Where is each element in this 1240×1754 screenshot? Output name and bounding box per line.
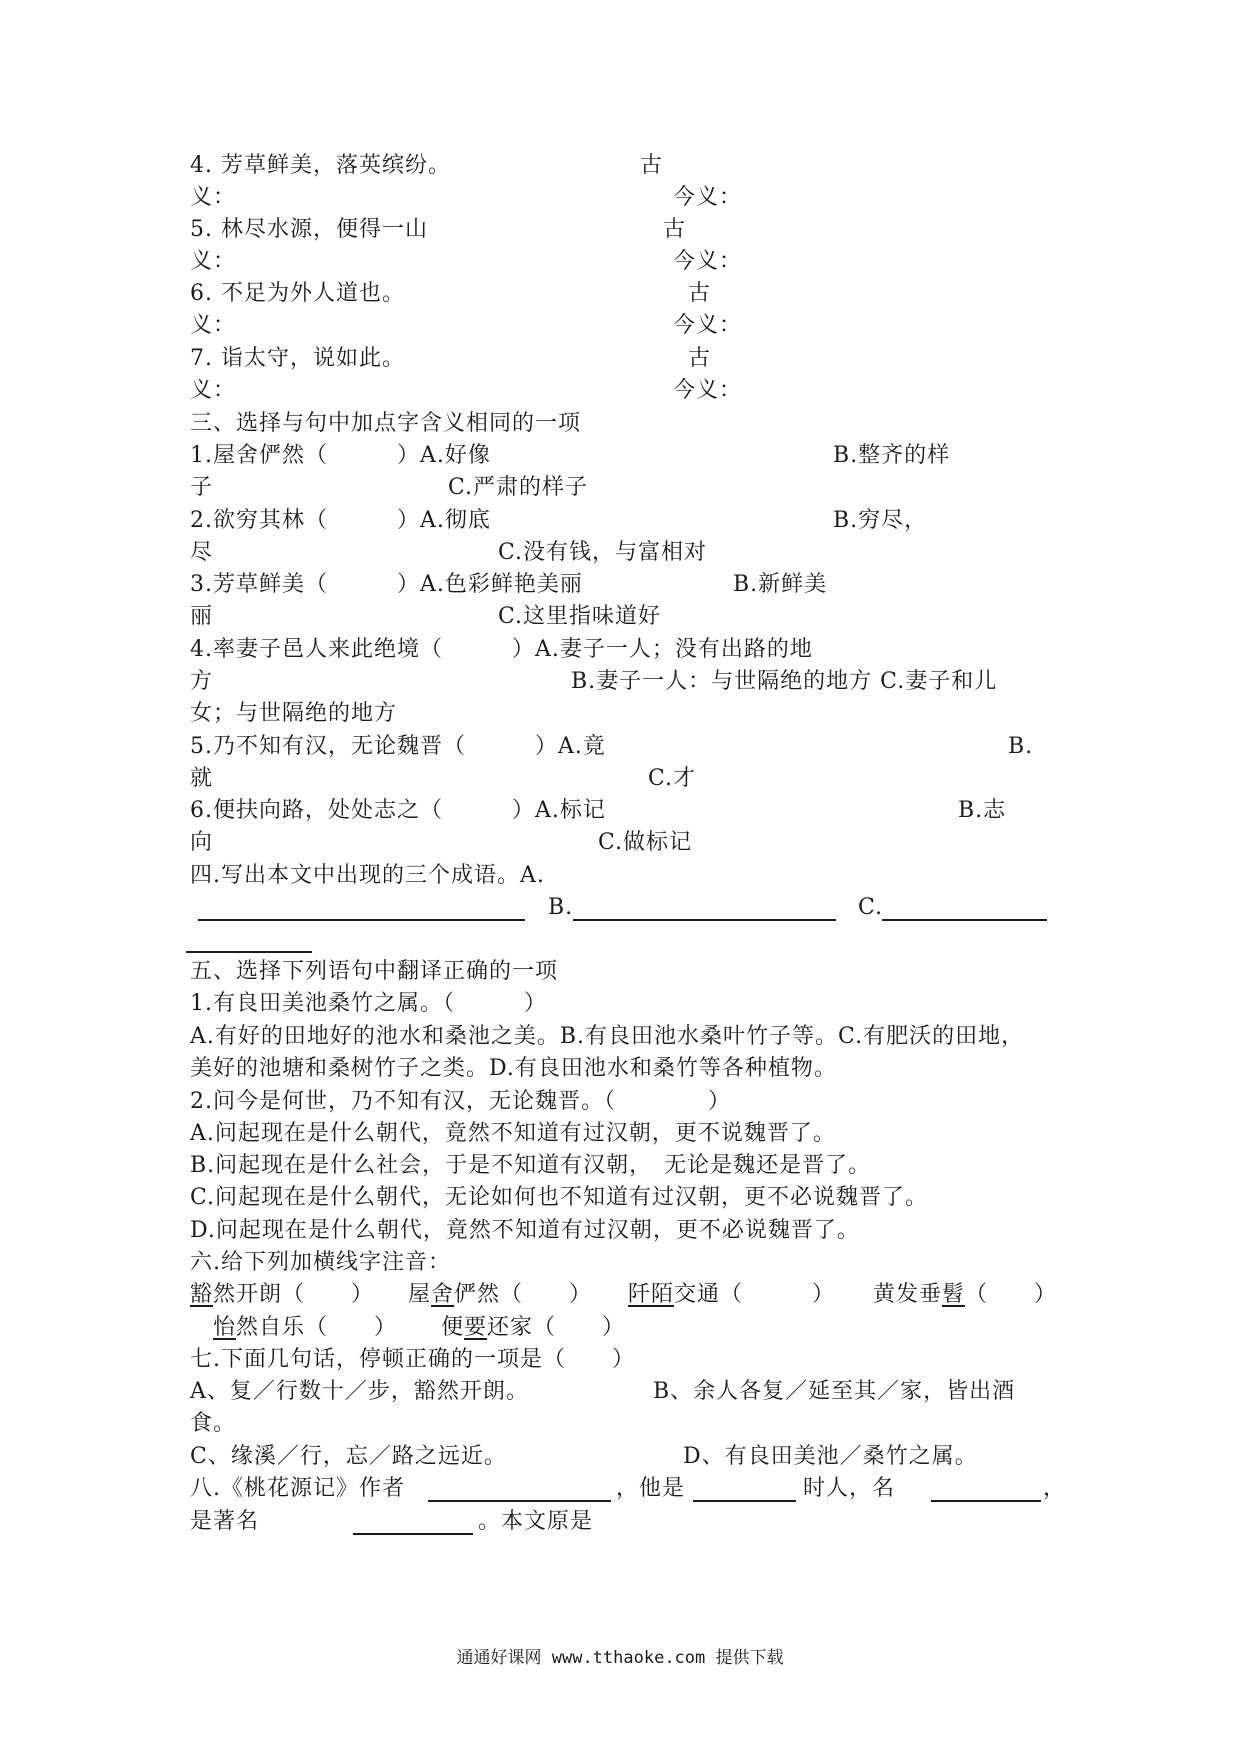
s3-q1-c: 子 xyxy=(190,475,214,500)
s3-q2-d: C.没有钱，与富相对 xyxy=(498,540,708,565)
s3-q2-a: 2.欲穷其林（ ）A.彻底 xyxy=(190,508,491,533)
s6-word-5 xyxy=(213,1314,397,1342)
s3-q1-d: C.严肃的样子 xyxy=(448,475,589,500)
s2-q7: 7. 诣太守，说如此。 xyxy=(190,346,405,371)
s4-label-c: C. xyxy=(858,895,884,920)
s6-word-4-rest: （ ） xyxy=(965,1282,1058,1307)
s3-q5-b: B. xyxy=(1008,734,1034,759)
s3-q4-d: B.妻子一人：与世隔绝的地方 C.妻子和儿 xyxy=(571,669,998,694)
s6-word-2-pre: 屋 xyxy=(408,1282,432,1307)
s6-title: 六.给下列加横线字注音： xyxy=(190,1250,451,1275)
s4-blank-b[interactable] xyxy=(573,919,836,921)
s4-blank-c[interactable] xyxy=(882,919,1047,921)
s5-q1: 1.有良田美池桑竹之属。（ ） xyxy=(190,991,547,1016)
s5-q1-opt-line1: A.有好的田地好的池水和桑池之美。B.有良田池水桑叶竹子等。C.有肥沃的田地， xyxy=(190,1024,1025,1049)
s2-q7-gu: 古 xyxy=(688,346,712,371)
s6-word-6-rest: 还家（ ） xyxy=(487,1315,626,1340)
s5-q1-opt-line2: 美好的池塘和桑树竹子之类。D.有良田池水和桑竹等各种植物。 xyxy=(190,1056,837,1081)
s7-opt-a: A、复／行数十／步，豁然开朗。 xyxy=(190,1379,529,1404)
s6-word-3 xyxy=(628,1281,835,1309)
s8-blank-title[interactable] xyxy=(353,1533,473,1535)
s5-q2: 2.问今是何世，乃不知有汉，无论魏晋。（ ） xyxy=(190,1089,731,1114)
s6-word-3-rest: 交通（ ） xyxy=(674,1282,836,1307)
s6-word-2-underlined: 舍 xyxy=(431,1282,455,1307)
s6-word-6-pre: 便 xyxy=(441,1315,465,1340)
s3-q5-c: 就 xyxy=(190,766,214,791)
s5-q2-opt-b: B.问起现在是什么社会，于是不知道有汉朝， 无论是魏还是晋了。 xyxy=(190,1153,872,1178)
s6-word-1-underlined: 豁 xyxy=(190,1282,214,1307)
s2-q5: 5. 林尽水源，便得一山 xyxy=(190,217,428,242)
s3-q4-a: 4.率妻子邑人来此绝境（ ）A.妻子一人；没有出路的地 xyxy=(190,637,813,662)
s3-q3-d: C.这里指味道好 xyxy=(498,604,662,629)
s2-q4-jin: 今义： xyxy=(673,185,743,210)
s7-opt-b: B、余人各复／延至其／家，皆出酒 xyxy=(653,1379,1016,1404)
s6-word-6-underlined: 要 xyxy=(464,1315,488,1340)
s2-q4-yi: 义： xyxy=(190,185,237,210)
s2-q4: 4. 芳草鲜美，落英缤纷。 xyxy=(190,153,451,178)
s6-word-4 xyxy=(873,1281,1057,1309)
s2-q6-jin: 今义： xyxy=(673,313,743,338)
s8-part-3: 时人，名 xyxy=(803,1476,896,1501)
s7-opt-d: D、有良田美池／桑竹之属。 xyxy=(683,1444,978,1469)
s3-q3-c: 丽 xyxy=(190,604,214,629)
s3-q3-b: B.新鲜美 xyxy=(733,572,828,597)
s3-q5-d: C.才 xyxy=(648,766,697,791)
s8-blank-name[interactable] xyxy=(931,1500,1041,1502)
s8-part-5: 是著名 xyxy=(190,1509,260,1534)
s2-q6: 6. 不足为外人道也。 xyxy=(190,281,405,306)
s5-title: 五、选择下列语句中翻译正确的一项 xyxy=(190,959,559,984)
s2-q7-jin: 今义： xyxy=(673,378,743,403)
s3-q6-a: 6.便扶向路，处处志之（ ）A.标记 xyxy=(190,798,606,823)
s6-word-3-underlined: 阡陌 xyxy=(628,1282,675,1307)
s4-blank-a[interactable] xyxy=(198,919,525,921)
s3-q1-b: B.整齐的样 xyxy=(833,443,951,468)
s6-word-4-underlined: 髫 xyxy=(942,1282,966,1307)
s8-part-1: 八.《桃花源记》作者 xyxy=(190,1476,405,1501)
s2-q7-yi: 义： xyxy=(190,378,237,403)
s2-q4-gu: 古 xyxy=(640,153,664,178)
s3-q2-c: 尽 xyxy=(190,540,214,565)
s3-q1-a: 1.屋舍俨然（ ）A.好像 xyxy=(190,443,491,468)
s7-opt-c: C、缘溪／行，忘／路之远近。 xyxy=(190,1444,507,1469)
s5-q2-opt-a: A.问起现在是什么朝代，竟然不知道有过汉朝，更不说魏晋了。 xyxy=(190,1121,836,1146)
s2-q5-jin: 今义： xyxy=(673,249,743,274)
s3-q4-e: 女；与世隔绝的地方 xyxy=(190,701,398,726)
s5-q2-opt-d: D.问起现在是什么朝代，竟然不知道有过汉朝，更不必说魏晋了。 xyxy=(190,1218,860,1243)
s7-title: 七.下面几句话，停顿正确的一项是（ ） xyxy=(190,1347,635,1372)
s8-blank-era[interactable] xyxy=(693,1500,796,1502)
s2-q5-gu: 古 xyxy=(663,217,687,242)
s8-part-6: 。本文原是 xyxy=(478,1509,594,1534)
s3-q3-a: 3.芳草鲜美（ ）A.色彩鲜艳美丽 xyxy=(190,572,583,597)
s2-q6-gu: 古 xyxy=(688,281,712,306)
s3-q4-c: 方 xyxy=(190,669,214,694)
s2-q5-yi: 义： xyxy=(190,249,237,274)
s2-q6-yi: 义： xyxy=(190,313,237,338)
s6-word-5-rest: 然自乐（ ） xyxy=(236,1315,398,1340)
s3-q6-b: B.志 xyxy=(958,798,1007,823)
s5-q2-opt-c: C.问起现在是什么朝代，无论如何也不知道有过汉朝，更不必说魏晋了。 xyxy=(190,1185,929,1210)
s4-blank-c-cont[interactable] xyxy=(186,951,312,953)
s7-opt-b-cont: 食。 xyxy=(190,1411,237,1436)
s6-word-2-rest: 俨然（ ） xyxy=(454,1282,593,1307)
s8-part-4: ， xyxy=(1043,1476,1067,1501)
s6-word-5-underlined: 怡 xyxy=(213,1315,237,1340)
s6-word-1-rest: 然开朗（ ） xyxy=(213,1282,375,1307)
s3-q5-a: 5.乃不知有汉，无论魏晋（ ）A.竟 xyxy=(190,734,606,759)
s3-q6-c: 向 xyxy=(190,830,214,855)
s4-title: 四.写出本文中出现的三个成语。A. xyxy=(190,863,545,888)
s3-q6-d: C.做标记 xyxy=(598,830,693,855)
s8-blank-author[interactable] xyxy=(428,1500,611,1502)
s4-label-b: B. xyxy=(548,895,574,920)
s6-word-4-pre: 黄发垂 xyxy=(873,1282,943,1307)
s3-q2-b: B.穷尽， xyxy=(833,508,928,533)
s3-title: 三、选择与句中加点字含义相同的一项 xyxy=(190,411,582,436)
s8-part-2: ，他是 xyxy=(616,1476,686,1501)
s6-word-6 xyxy=(441,1314,625,1342)
s6-word-1 xyxy=(190,1281,374,1309)
s6-word-2 xyxy=(408,1281,592,1309)
footer-download-note: 通通好课网 www.tthaoke.com 提供下载 xyxy=(456,1648,784,1668)
